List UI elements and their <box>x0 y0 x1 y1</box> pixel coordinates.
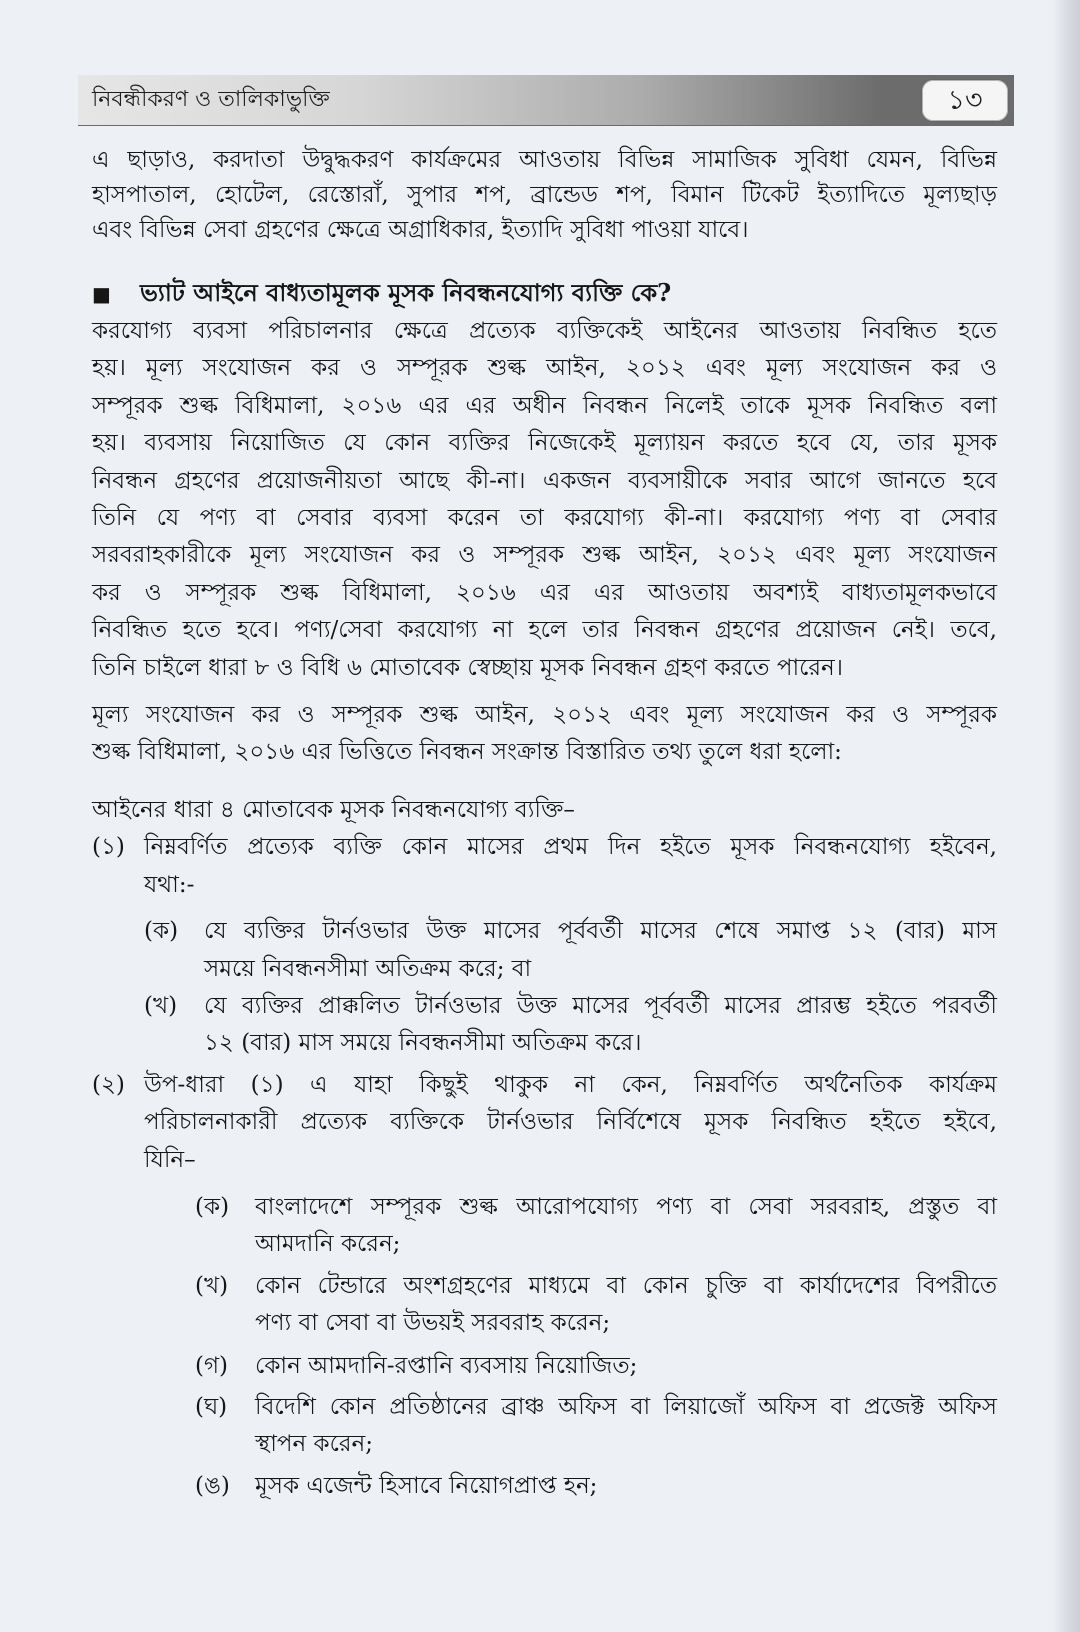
sub-item <box>195 1389 997 1464</box>
clause-line: নিম্নবর্ণিত প্রত্যেক ব্যক্তি কোন মাসের প্রথম দিন হইতে মূসক নিবন্ধনযোগ্য হইবেন, <box>144 834 997 861</box>
sub-item-line: যে ব্যক্তির প্রাক্কলিত টার্নওভার উক্ত মাসের পূর্ববর্তী মাসের প্রারম্ভ হইতে পরবর্তী <box>204 992 997 1019</box>
sub-item-line: ১২ (বার) মাস সময়ে নিবন্ধনসীমা অতিক্রম করে। <box>204 1030 642 1057</box>
sub-item-line: কোন আমদানি-রপ্তানি ব্যবসায় নিয়োজিত; <box>255 1352 638 1379</box>
clause-text <box>144 1067 997 1505</box>
sub-item-line: বাংলাদেশে সম্পূরক শুল্ক আরোপযোগ্য পণ্য বা সেবা সরবরাহ, প্রস্তুত বা <box>255 1193 997 1220</box>
paragraph-line: হাসপাতাল, হোটেল, রেস্তোরাঁ, সুপার শপ, ব্রান্ডেড শপ, বিমান টিকেট ইত্যাদিতে মূল্যছাড় <box>92 182 997 208</box>
clause-line: যিনি– <box>144 1146 196 1173</box>
sub-item-line: স্থাপন করেন; <box>255 1431 374 1458</box>
sub-item-line: মূসক এজেন্ট হিসাবে নিয়োগপ্রাপ্ত হন; <box>255 1472 598 1499</box>
details-paragraph <box>92 697 997 772</box>
sub-item-line: যে ব্যক্তির টার্নওভার উক্ত মাসের পূর্ববর্তী মাসের শেষে সমাপ্ত ১২ (বার) মাস <box>204 918 997 945</box>
clause-marker: (১) <box>92 834 125 861</box>
square-bullet-icon: ■ <box>92 282 111 306</box>
sub-item-text <box>255 1348 997 1385</box>
sub-item <box>195 1189 997 1264</box>
sub-item-text <box>204 913 997 988</box>
paragraph-line: সরবরাহকারীকে মূল্য সংযোজন কর ও সম্পূরক শুল্ক আইন, ২০১২ এবং মূল্য সংযোজন <box>92 542 997 569</box>
sub-item-marker: (ঙ) <box>195 1472 230 1499</box>
paragraph-line: কর ও সম্পূরক শুল্ক বিধিমালা, ২০১৬ এর এর আওতায় অবশ্যই বাধ্যতামূলকভাবে <box>92 579 997 606</box>
running-header <box>78 75 1014 126</box>
paragraph-line: মূল্য সংযোজন কর ও সম্পূরক শুল্ক আইন, ২০১২ এবং মূল্য সংযোজন কর ও সম্পূরক <box>92 702 997 729</box>
sub-item-list <box>144 1189 997 1505</box>
sub-item-text <box>255 1389 997 1464</box>
sub-item-list <box>144 913 997 1063</box>
sub-item <box>195 1468 997 1505</box>
running-header-title: নিবন্ধীকরণ ও তালিকাভুক্তি <box>92 87 330 112</box>
paragraph-line: এবং বিভিন্ন সেবা গ্রহণের ক্ষেত্রে অগ্রাধিকার, ইত্যাদি সুবিধা পাওয়া যাবে। <box>92 217 749 243</box>
paragraph-line: হয়। ব্যবসায় নিয়োজিত যে কোন ব্যক্তির নিজেকেই মূল্যায়ন করতে হবে যে, তার মূসক <box>92 430 997 457</box>
sub-item <box>144 913 997 988</box>
clause-intro: আইনের ধারা ৪ মোতাবেক মূসক নিবন্ধনযোগ্য ব্যক্তি– <box>92 796 575 823</box>
paragraph-line: হয়। মূল্য সংযোজন কর ও সম্পূরক শুল্ক আইন, ২০১২ এবং মূল্য সংযোজন কর ও <box>92 355 997 382</box>
paragraph-line: তিনি যে পণ্য বা সেবার ব্যবসা করেন তা করযোগ্য কী-না। করযোগ্য পণ্য বা সেবার <box>92 505 997 532</box>
paragraph-line: তিনি চাইলে ধারা ৮ ও বিধি ৬ মোতাবেক স্বেচ্ছায় মূসক নিবন্ধন গ্রহণ করতে পারেন। <box>92 654 844 681</box>
clause-line: যথা:- <box>144 871 195 898</box>
paragraph-line: এ ছাড়াও, করদাতা উদ্বুদ্ধকরণ কার্যক্রমের আওতায় বিভিন্ন সামাজিক সুবিধা যেমন, বিভিন্ন <box>92 147 997 173</box>
sub-item-marker: (গ) <box>195 1352 229 1379</box>
sub-item-marker: (খ) <box>195 1272 229 1299</box>
paragraph-line: নিবন্ধিত হতে হবে। পণ্য/সেবা করযোগ্য না হলে তার নিবন্ধন গ্রহণের প্রয়োজন নেই। তবে, <box>92 617 997 644</box>
sub-item-line: সময়ে নিবন্ধনসীমা অতিক্রম করে; বা <box>204 955 532 982</box>
section-heading-text: ভ্যাট আইনে বাধ্যতামূলক মূসক নিবন্ধনযোগ্য ব্যক্তি কে? <box>140 278 672 307</box>
paragraph-line: নিবন্ধন গ্রহণের প্রয়োজনীয়তা আছে কী-না। একজন ব্যবসায়ীকে সবার আগে জানতে হবে <box>92 467 997 494</box>
sub-item-text <box>255 1268 997 1343</box>
clause-line: পরিচালনাকারী প্রত্যেক ব্যক্তিকে টার্নওভার নির্বিশেষে মূসক নিবন্ধিত হইতে হইবে, <box>144 1109 997 1136</box>
sub-item-line: পণ্য বা সেবা বা উভয়ই সরবরাহ করেন; <box>255 1310 611 1337</box>
sub-item-line: কোন টেন্ডারে অংশগ্রহণের মাধ্যমে বা কোন চুক্তি বা কার্যাদেশের বিপরীতে <box>255 1272 997 1299</box>
clause-1 <box>92 829 997 1062</box>
paragraph-line: শুল্ক বিধিমালা, ২০১৬ এর ভিত্তিতে নিবন্ধন সংক্রান্ত বিস্তারিত তথ্য তুলে ধরা হলো: <box>92 739 842 766</box>
sub-item-marker: (খ) <box>144 992 178 1019</box>
sub-item <box>144 988 997 1063</box>
paragraph-line: করযোগ্য ব্যবসা পরিচালনার ক্ষেত্রে প্রত্যেক ব্যক্তিকেই আইনের আওতায় নিবন্ধিত হতে <box>92 318 997 344</box>
sub-item-marker: (ক) <box>195 1193 230 1220</box>
sub-item-line: আমদানি করেন; <box>255 1231 401 1258</box>
section-heading <box>92 274 997 313</box>
sub-item-line: বিদেশি কোন প্রতিষ্ঠানের ব্রাঞ্চ অফিস বা লিয়াজোঁ অফিস বা প্রজেক্ট অফিস <box>255 1393 997 1420</box>
clause-2 <box>92 1067 997 1505</box>
sub-item-text <box>255 1468 997 1505</box>
sub-item-text <box>255 1189 997 1264</box>
sub-item <box>195 1268 997 1343</box>
page-body <box>92 143 997 1505</box>
clause-marker: (২) <box>92 1071 125 1098</box>
intro-paragraph <box>92 143 997 248</box>
sub-item <box>195 1348 997 1385</box>
clause-line: উপ-ধারা (১) এ যাহা কিছুই থাকুক না কেন, নিম্নবর্ণিত অর্থনৈতিক কার্যক্রম <box>144 1071 997 1098</box>
sub-item-text <box>204 988 997 1063</box>
paragraph-line: সম্পূরক শুল্ক বিধিমালা, ২০১৬ এর এর অধীন নিবন্ধন নিলেই তাকে মূসক নিবন্ধিত বলা <box>92 392 997 419</box>
body-paragraph <box>92 313 997 687</box>
sub-item-marker: (ঘ) <box>195 1393 228 1420</box>
sub-item-marker: (ক) <box>144 918 179 945</box>
clause-text <box>144 829 997 1062</box>
page-number: ১৩ <box>922 80 1008 121</box>
